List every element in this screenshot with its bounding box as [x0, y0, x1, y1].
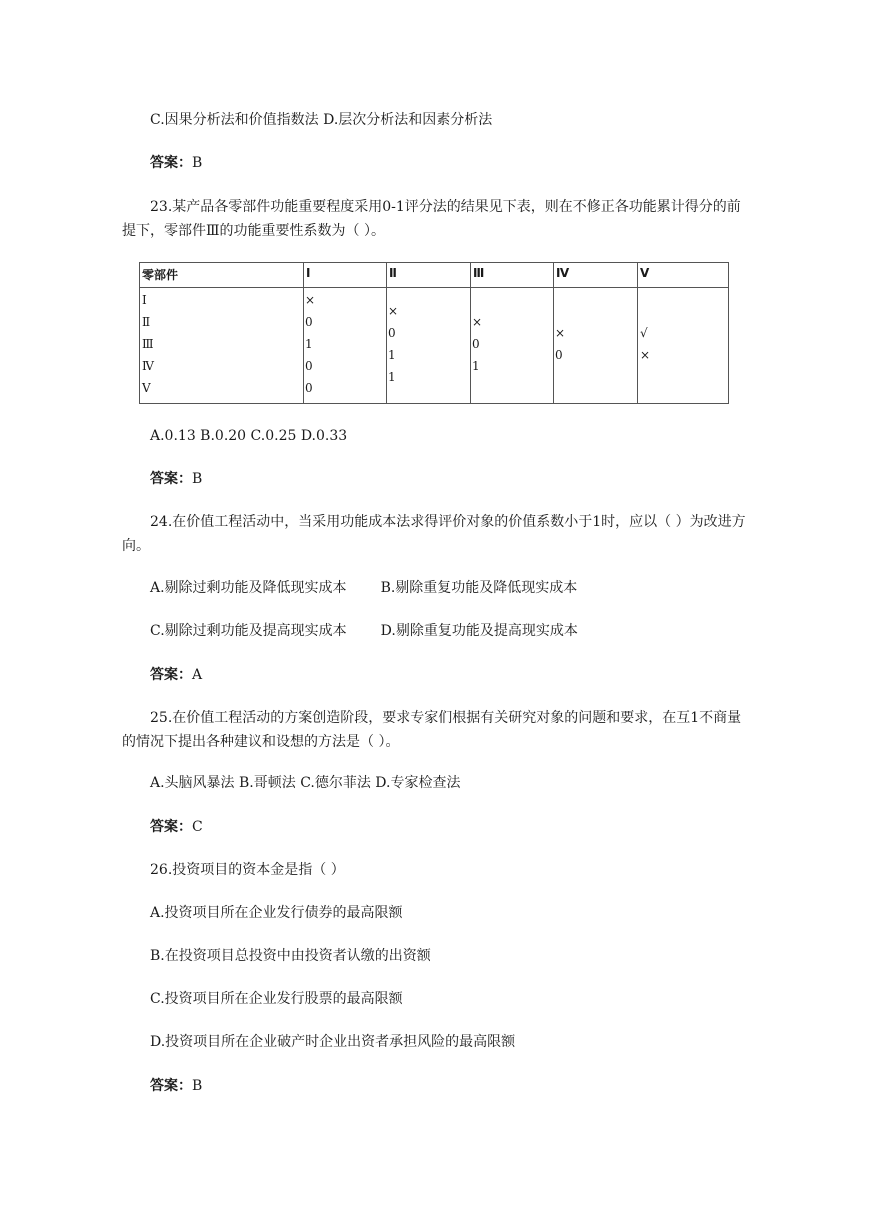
q22-answer	[150, 153, 202, 173]
table-cell: 0	[305, 381, 313, 395]
table-cell: 0	[555, 348, 563, 362]
table-cell: Ⅰ	[142, 293, 147, 307]
table-cell: 0	[388, 326, 396, 340]
table-cell: Ⅲ	[142, 337, 154, 351]
table-cell: ×	[388, 304, 399, 318]
header-2: Ⅱ	[389, 266, 397, 280]
q26-answer	[150, 1076, 202, 1096]
scoring-table	[139, 262, 729, 404]
q26-option-d: D.投资项目所在企业破产时企业出资者承担风险的最高限额	[150, 1034, 516, 1050]
q24-question: 24.在价值工程活动中，当采用功能成本法求得评价对象的价值系数小于1时，应以（ ）为改进方向。	[122, 514, 746, 554]
q25-options: A.头脑风暴法 B.哥顿法 C.德尔菲法 D.专家检查法	[150, 775, 461, 791]
column-4	[555, 322, 565, 366]
column-2	[388, 300, 398, 388]
table-cell: 0	[472, 337, 480, 351]
q24-options-row-2	[150, 621, 578, 641]
header-4: Ⅳ	[556, 266, 570, 280]
table-cell: √	[640, 326, 648, 340]
q23-question: 23.某产品各零部件功能重要程度采用0-1评分法的结果见下表，则在不修正各功能累计得分的前提下，零部件Ⅲ的功能重要性系数为（ ）。	[122, 199, 741, 239]
column-1	[305, 289, 315, 399]
table-cell: 0	[305, 359, 313, 373]
q23-options: A.0.13 B.0.20 C.0.25 D.0.33	[150, 428, 348, 444]
table-cell: Ⅳ	[142, 359, 154, 373]
table-cell: ×	[640, 348, 651, 362]
table-cell: 1	[388, 348, 396, 362]
q24-options-row-1	[150, 578, 577, 598]
option-a: A.剔除过剩功能及降低现实成本	[150, 580, 347, 596]
q24-answer	[150, 665, 202, 685]
table-cell: ×	[305, 293, 316, 307]
table-cell: 1	[305, 337, 313, 351]
q25-question: 25.在价值工程活动的方案创造阶段，要求专家们根据有关研究对象的问题和要求，在互1不商量的情况下提出各种建议和设想的方法是（ ）。	[122, 710, 742, 750]
table-cell: ×	[555, 326, 566, 340]
header-1: Ⅰ	[306, 266, 311, 280]
header-part: 零部件	[142, 268, 179, 282]
q26-option-b: B.在投资项目总投资中由投资者认缴的出资额	[150, 948, 431, 964]
table-cell: 1	[472, 359, 480, 373]
answer-value: B	[192, 471, 203, 487]
q26-question: 26.投资项目的资本金是指（ ）	[150, 862, 345, 878]
q26-option-c: C.投资项目所在企业发行股票的最高限额	[150, 991, 403, 1007]
option-b: B.剔除重复功能及降低现实成本	[380, 580, 578, 596]
table-cell: ×	[472, 315, 483, 329]
answer-value: A	[192, 667, 203, 683]
answer-label: 答案：	[150, 819, 192, 835]
answer-label: 答案：	[150, 155, 192, 171]
answer-label: 答案：	[150, 1078, 192, 1094]
option-c: C.剔除过剩功能及提高现实成本	[150, 623, 347, 639]
table-cell: Ⅴ	[142, 381, 151, 395]
answer-value: B	[192, 1078, 203, 1094]
q25-answer	[150, 817, 203, 837]
header-5: Ⅴ	[640, 266, 650, 280]
table-cell: 0	[305, 315, 313, 329]
header-3: Ⅲ	[473, 266, 485, 280]
column-5	[640, 322, 650, 366]
column-part	[142, 289, 154, 399]
q23-answer	[150, 469, 202, 489]
answer-value: B	[192, 155, 203, 171]
table-cell: 1	[388, 370, 396, 384]
answer-label: 答案：	[150, 471, 192, 487]
answer-label: 答案：	[150, 667, 192, 683]
q26-option-a: A.投资项目所在企业发行债券的最高限额	[150, 905, 403, 921]
q22-options: C.因果分析法和价值指数法 D.层次分析法和因素分析法	[150, 112, 493, 128]
column-3	[472, 311, 482, 377]
option-d: D.剔除重复功能及提高现实成本	[380, 623, 578, 639]
answer-value: C	[192, 819, 203, 835]
table-cell: Ⅱ	[142, 315, 151, 329]
